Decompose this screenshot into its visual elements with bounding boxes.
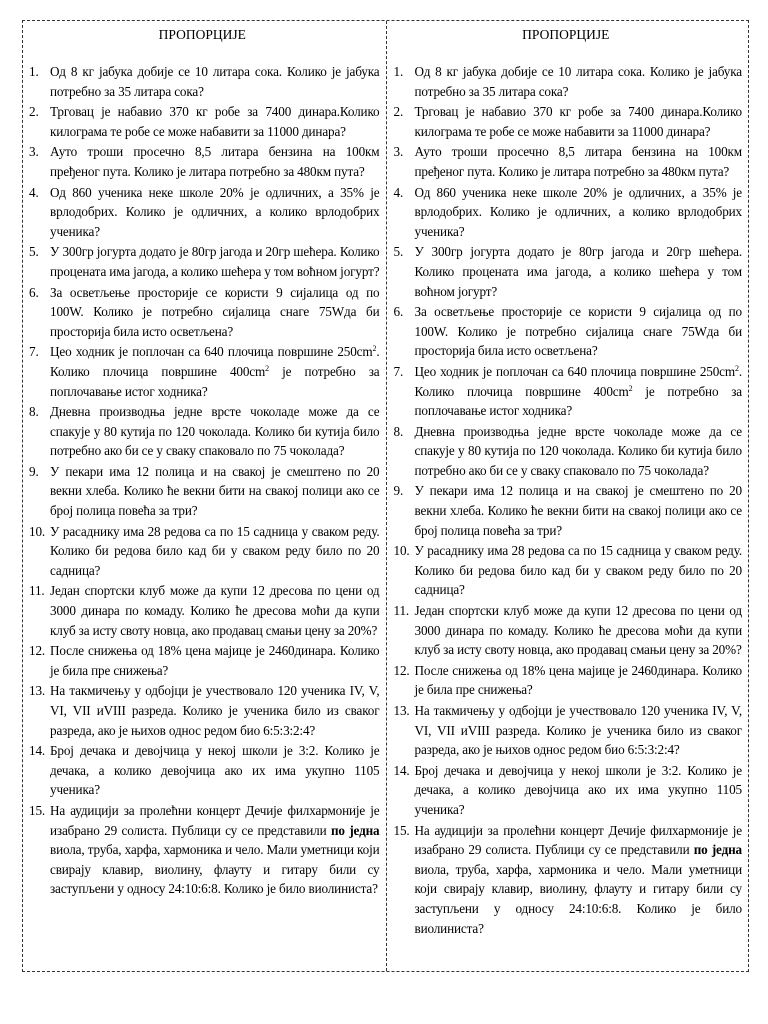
task-text: Један спортски клуб може да купи 12 дресова по цени од 3000 динара по комаду. Колико ће дресова моћи да купи клуб за исту своту новца, ако продавац смањи цену за 20%?	[414, 603, 742, 658]
task-item: 13. На такмичењу у одбојци је учествовало 120 ученика IV, V, VI, VII иVIII разреда. Колико је ученика било из сваког разреда, ако је њихов однос редом био 6:5:3:2:4?	[393, 703, 742, 758]
task-item: 3. Ауто троши просечно 8,5 литара бензина на 100км пређеног пута. Колико је литара потребно за 480км пута?	[393, 144, 742, 179]
task-item: 1. Од 8 кг јабука добије се 10 литара сока. Колико је јабука потребно за 35 литара сока?	[29, 64, 380, 99]
task-text: Трговац је набавио 370 кг робе за 7400 динара.Колико килограма те робе се може набавити за 11000 динара?	[414, 104, 742, 139]
task-item: 13. На такмичењу у одбојци је учествовало 120 ученика IV, V, VI, VII иVIII разреда. Колико је ученика било из сваког разреда, ако је њихов однос редом био 6:5:3:2:4?	[29, 683, 380, 738]
task-text: Број дечака и девојчица у некој школи је 3:2. Колико је дечака, а колико девојчица ако их има укупно 1105 ученика?	[50, 743, 380, 798]
task-item: 6. За осветљење просторије се користи 9 сијалица од по 100W. Колико је потребно сијалица снаге 75Wда би просторија била исто осветљена?	[29, 284, 380, 339]
task-item: 8. Дневна производња једне врсте чоколаде може да се спакује у 80 кутија по 120 чоколада. Колико би кутија било потребно ако би се у сваку спаковало по 75 чоколада?	[29, 404, 380, 459]
task-text: Број дечака и девојчица у некој школи је 3:2. Колико је дечака, а колико девојчица ако их има укупно 1105 ученика?	[414, 762, 742, 817]
task-text: На такмичењу у одбојци је учествовало 120 ученика IV, V, VI, VII иVIII разреда. Колико је ученика било из сваког разреда, ако је њихов однос редом био 6:5:3:2:4?	[50, 683, 380, 738]
task-item: 14. Број дечака и девојчица у некој школи је 3:2. Колико је дечака, а колико девојчица ако их има укупно 1105 ученика?	[29, 743, 380, 798]
worksheet-column-left	[23, 21, 386, 971]
task-item: 5. У 300гр јогурта додато је 80гр јагода и 20гр шећера. Колико процената има јагода, а колико шећера у том воћном јогурт?	[393, 244, 742, 299]
task-item: 9. У пекари има 12 полица и на свакој је смештено по 20 векни хлеба. Колико ће векни бити на свакој полици ако се број полица повећа за три?	[29, 463, 380, 519]
task-text: Један спортски клуб може да купи 12 дресова по цени од 3000 динара по комаду. Колико ће дресова моћи да купи клуб за исту своту новца, ако продавац смањи цену за 20%?	[50, 583, 380, 638]
task-list	[390, 62, 743, 938]
task-item: 11. Један спортски клуб може да купи 12 дресова по цени од 3000 динара по комаду. Колико ће дресова моћи да купи клуб за исту своту новца, ако продавац смањи цену за 20%?	[29, 583, 380, 638]
task-text: Од 8 кг јабука добије се 10 литара сока. Колико је јабука потребно за 35 литара сока?	[50, 64, 380, 99]
worksheet	[22, 20, 749, 972]
task-text: Дневна производња једне врсте чоколаде може да се спакује у 80 кутија по 120 чоколада. Колико би кутија било потребно ако би се у сваку спаковало по 75 чоколада?	[50, 404, 380, 459]
task-text: Трговац је набавио 370 кг робе за 7400 динара.Колико килограма те робе се може набавити за 11000 динара?	[50, 104, 380, 139]
task-item: 6. За осветљење просторије се користи 9 сијалица од по 100W. Колико је потребно сијалица снаге 75Wда би просторија била исто осветљена?	[393, 304, 742, 359]
task-text: Од 860 ученика неке школе 20% је одличних, а 35% је врлодобрих. Колико је одличних, а колико врлодобрих ученика?	[50, 184, 380, 239]
task-item: 4. Од 860 ученика неке школе 20% је одличних, а 35% је врлодобрих. Колико је одличних, а колико врлодобрих ученика?	[29, 184, 380, 239]
task-text: Ауто троши просечно 8,5 литара бензина на 100км пређеног пута. Колико је литара потребно за 480км пута?	[50, 144, 380, 179]
task-text: За осветљење просторије се користи 9 сијалица од по 100W. Колико је потребно сијалица снаге 75Wда би просторија била исто осветљена?	[50, 284, 380, 339]
task-item: 7. Цео ходник је поплочан са 640 плочица површине $250cm^2$. Колико плочица површине $400cm^2$ је потребно за поплочавање истог ходника?	[393, 363, 742, 419]
task-item: 3. Ауто троши просечно 8,5 литара бензина на 100км пређеног пута. Колико је литара потребно за 480км пута?	[29, 144, 380, 179]
task-text: Ауто троши просечно 8,5 литара бензина на 100км пређеног пута. Колико је литара потребно за 480км пута?	[414, 144, 742, 179]
worksheet-column-right	[386, 21, 749, 971]
task-item: 12. После снижења од 18% цена мајице је 2460динара. Колико је била пре снижења?	[393, 662, 742, 698]
task-item: 15. На аудицији за пролећни концерт Дечије филхармоније је изабрано 29 солиста. Публици су се представили по једна виола, труба, харфа, хармоника и чело. Мали уметници који свирају клавир, виолину, флауту и гитару били су заступљени у односу 24:10:6:8. Колико је било виолиниста?	[29, 802, 380, 897]
task-text: У 300гр јогурта додато је 80гр јагода и 20гр шећера. Колико процената има јагода, а колико шећера у том воћном јогурт?	[414, 244, 742, 299]
task-text: На аудицији за пролећни концерт Дечије филхармоније је изабрано 29 солиста. Публици су се представили по једна виола, труба, харфа, хармоника и чело. Мали уметници који свирају клавир, виолину, флауту и гитару били су заступљени у односу 24:10:6:8. Колико је било виолиниста?	[414, 822, 743, 936]
task-text: На аудицији за пролећни концерт Дечије филхармоније је изабрано 29 солиста. Публици су се представили по једна виола, труба, харфа, хармоника и чело. Мали уметници који свирају клавир, виолину, флауту и гитару били су заступљени у односу 24:10:6:8. Колико је било виолиниста?	[50, 802, 380, 897]
task-list	[25, 62, 380, 899]
task-text: У расаднику има 28 редова са по 15 садница у сваком реду. Колико би редова било кад би у сваком реду било по 20 садница?	[414, 543, 742, 598]
task-item: 10. У расаднику има 28 редова са по 15 садница у сваком реду. Колико би редова било кад би у сваком реду било по 20 садница?	[29, 523, 380, 578]
task-item: 14. Број дечака и девојчица у некој школи је 3:2. Колико је дечака, а колико девојчица ако их има укупно 1105 ученика?	[393, 762, 742, 817]
task-item: 15. На аудицији за пролећни концерт Дечије филхармоније је изабрано 29 солиста. Публици су се представили по једна виола, труба, харфа, хармоника и чело. Мали уметници који свирају клавир, виолину, флауту и гитару били су заступљени у односу 24:10:6:8. Колико је било виолиниста?	[393, 822, 743, 936]
task-text: У пекари има 12 полица и на свакој је смештено по 20 векни хлеба. Колико ће векни бити на свакој полици ако се број полица повећа за три?	[50, 463, 380, 519]
task-text: За осветљење просторије се користи 9 сијалица од по 100W. Колико је потребно сијалица снаге 75Wда би просторија била исто осветљена?	[414, 304, 742, 359]
task-text: У пекари има 12 полица и на свакој је смештено по 20 векни хлеба. Колико ће векни бити на свакој полици ако се број полица повећа за три?	[414, 483, 742, 538]
task-text: Од 8 кг јабука добије се 10 литара сока. Колико је јабука потребно за 35 литара сока?	[414, 64, 742, 99]
task-item: 4. Од 860 ученика неке школе 20% је одличних, а 35% је врлодобрих. Колико је одличних, а колико врлодобрих ученика?	[393, 184, 742, 239]
task-item: 10. У расаднику има 28 редова са по 15 садница у сваком реду. Колико би редова било кад би у сваком реду било по 20 садница?	[393, 543, 742, 598]
task-item: 7. Цео ходник је поплочан са 640 плочица површине $250cm^2$. Колико плочица површине $400cm^2$ је потребно за поплочавање истог ходника?	[29, 344, 380, 399]
column-title: ПРОПОРЦИЈЕ	[158, 27, 246, 42]
task-text: Цео ходник је поплочан са 640 плочица површине $250cm^2$. Колико плочица површине $400cm^2$ је потребно за поплочавање истог ходника?	[414, 363, 742, 419]
task-text: После снижења од 18% цена мајице је 2460динара. Колико је била пре снижења?	[414, 662, 742, 698]
task-item: 11. Један спортски клуб може да купи 12 дресова по цени од 3000 динара по комаду. Колико ће дресова моћи да купи клуб за исту своту новца, ако продавац смањи цену за 20%?	[393, 603, 742, 658]
task-text: У расаднику има 28 редова са по 15 садница у сваком реду. Колико би редова било кад би у сваком реду било по 20 садница?	[50, 523, 380, 578]
task-item: 1. Од 8 кг јабука добије се 10 литара сока. Колико је јабука потребно за 35 литара сока?	[393, 64, 742, 99]
task-text: У 300гр јогурта додато је 80гр јагода и 20гр шећера. Колико процената има јагода, а колико шећера у том воћном јогурт?	[50, 244, 380, 279]
task-item: 12. После снижења од 18% цена мајице је 2460динара. Колико је била пре снижења?	[29, 643, 380, 678]
task-text: Од 860 ученика неке школе 20% је одличних, а 35% је врлодобрих. Колико је одличних, а колико врлодобрих ученика?	[414, 184, 742, 239]
task-item: 5. У 300гр јогурта додато је 80гр јагода и 20гр шећера. Колико процената има јагода, а колико шећера у том воћном јогурт?	[29, 244, 380, 279]
column-title: ПРОПОРЦИЈЕ	[522, 27, 610, 42]
task-item: 8. Дневна производња једне врсте чоколаде може да се спакује у 80 кутија по 120 чоколада. Колико би кутија било потребно ако би се у сваку спаковало по 75 чоколада?	[393, 423, 742, 478]
task-text: На такмичењу у одбојци је учествовало 120 ученика IV, V, VI, VII иVIII разреда. Колико је ученика било из сваког разреда, ако је њихов однос редом био 6:5:3:2:4?	[414, 703, 742, 758]
task-text: Цео ходник је поплочан са 640 плочица површине $250cm^2$. Колико плочица површине $400cm^2$ је потребно за поплочавање истог ходника?	[50, 344, 380, 399]
task-text: После снижења од 18% цена мајице је 2460динара. Колико је била пре снижења?	[50, 643, 380, 678]
task-item: 9. У пекари има 12 полица и на свакој је смештено по 20 векни хлеба. Колико ће векни бити на свакој полици ако се број полица повећа за три?	[393, 483, 742, 538]
task-text: Дневна производња једне врсте чоколаде може да се спакује у 80 кутија по 120 чоколада. Колико би кутија било потребно ако би се у сваку спаковало по 75 чоколада?	[414, 423, 742, 478]
task-item: 2. Трговац је набавио 370 кг робе за 7400 динара.Колико килограма те робе се може набавити за 11000 динара?	[29, 104, 380, 139]
task-item: 2. Трговац је набавио 370 кг робе за 7400 динара.Колико килограма те робе се може набавити за 11000 динара?	[393, 104, 742, 139]
